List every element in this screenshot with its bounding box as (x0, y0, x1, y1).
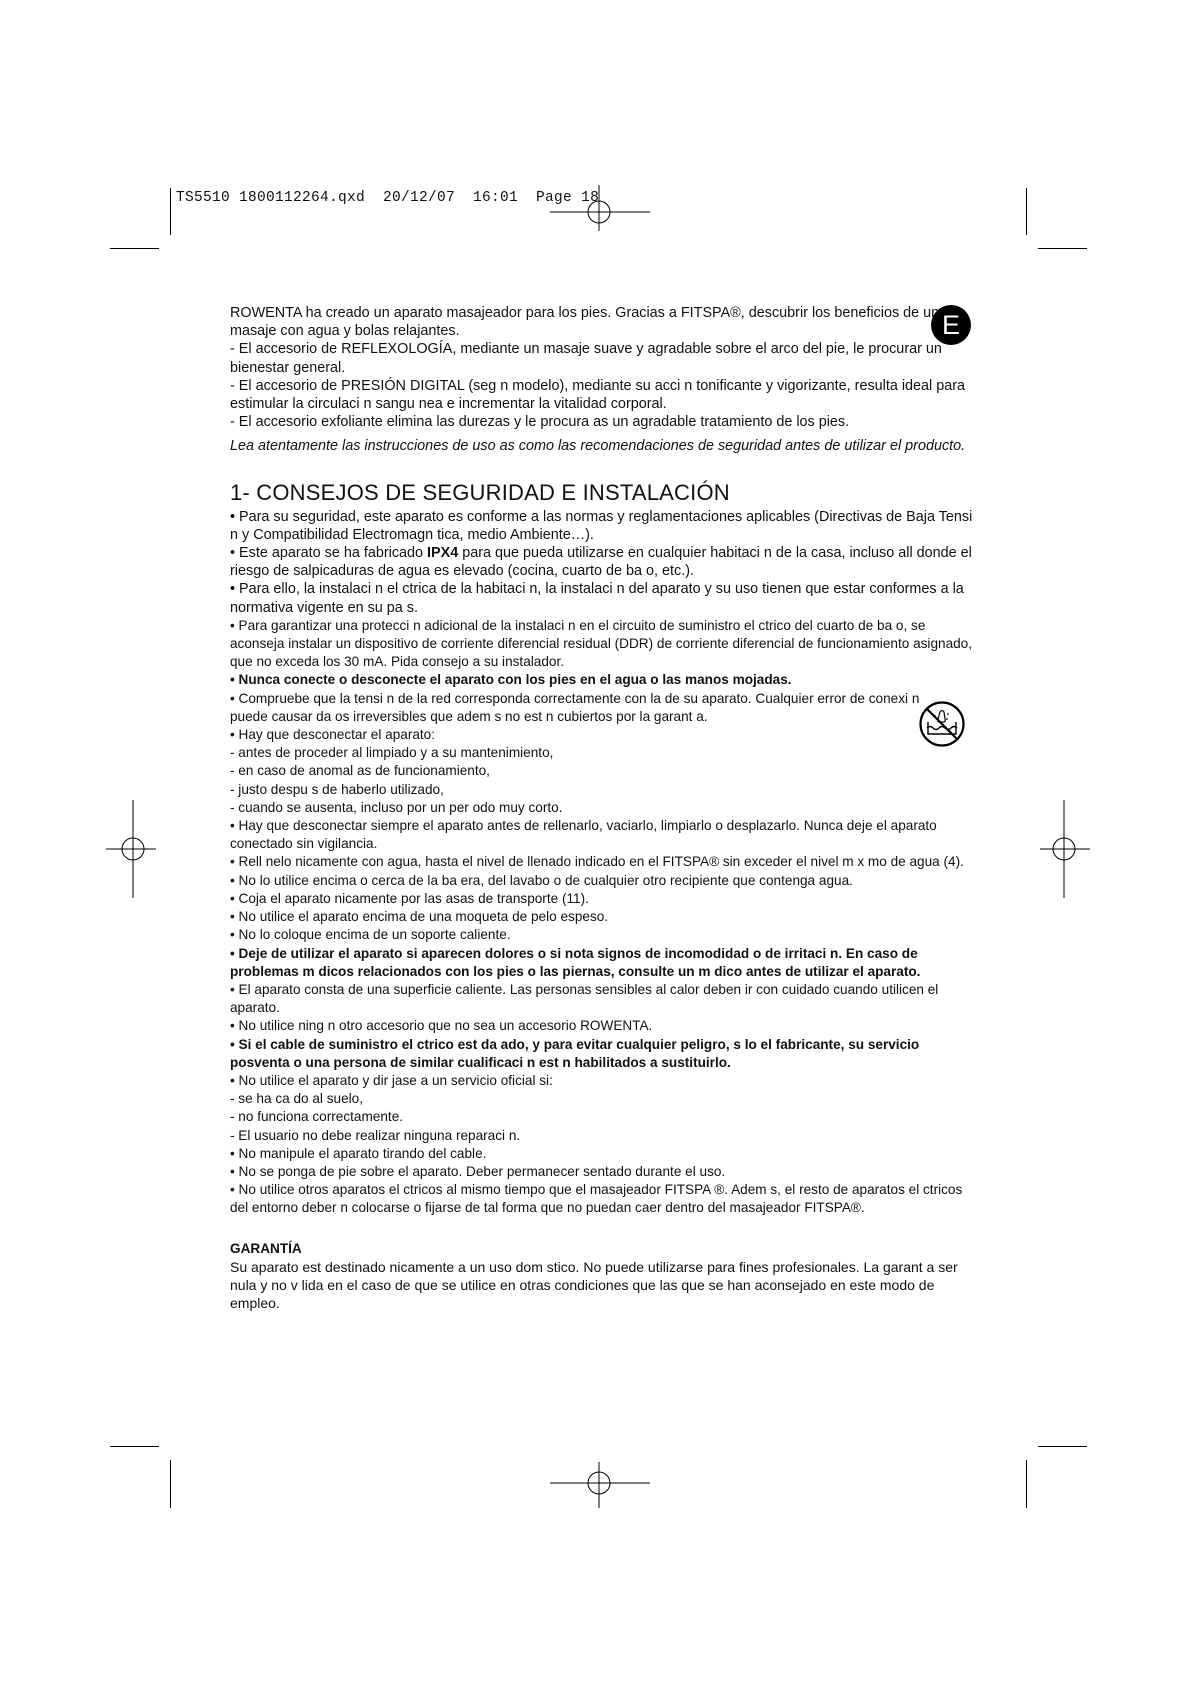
ipx4-pre: • Este aparato se ha fabricado (230, 545, 428, 562)
safety-item: • Coja el aparato nicamente por las asas de transporte (11). (230, 890, 589, 906)
safety-item: • No utilice el aparato encima de una moqueta de pelo espeso. (230, 909, 609, 925)
safety-item: - no funciona correctamente. (230, 1109, 404, 1125)
ipx4-post: para que pueda utilizarse en cualquier habitaci n de la casa, incluso all donde el riesgo de salpicaduras de agua es elevado (cocina, cuarto de ba o, etc.). (230, 545, 972, 580)
garantia-text: Su aparato est destinado nicamente a un uso dom stico. No puede utilizarse para fines profesionales. La garant a ser nula y no v lida en el caso de que se utilice en otras condiciones que las que se han aconsejado en este modo de empleo. (230, 1258, 958, 1312)
language-e-badge: E (931, 305, 971, 345)
crop-mark-bottom-left-horizontal (110, 1446, 159, 1447)
intro-paragraph: - El accesorio de REFLEXOLOGÍA, mediante un masaje suave y agradable sobre el arco del pie, le procurar un bienestar general. (230, 341, 942, 376)
garantia-section (230, 1240, 978, 1313)
safety-item: • No lo utilice encima o cerca de la ba era, del lavabo o de cualquier otro recipiente que contenga agua. (230, 872, 853, 888)
safety-item: - en caso de anomal as de funcionamiento, (230, 763, 490, 779)
crop-mark-bottom-right-horizontal (1038, 1446, 1087, 1447)
registration-mark-right (1040, 800, 1090, 898)
safety-item: • Rell nelo nicamente con agua, hasta el nivel de llenado indicado en el FITSPA® sin exceder el nivel m x mo de agua (4). (230, 854, 964, 870)
crop-mark-top-right-horizontal (1038, 248, 1087, 249)
safety-item: • Compruebe que la tensi n de la red corresponda correctamente con la de su aparato. Cualquier error de conexi n puede causar da os irreversibles que adem s no est n cubiertos por la garant a. (230, 690, 920, 724)
safety-item: • No lo coloque encima de un soporte caliente. (230, 927, 511, 943)
safety-item: • No utilice el aparato y dir jase a un servicio oficial si: (230, 1072, 553, 1088)
safety-item: • Nunca conecte o desconecte el aparato con los pies en el agua o las manos mojadas. (230, 672, 792, 688)
safety-item: • Hay que desconectar siempre el aparato antes de rellenarlo, vaciarlo, limpiarlo o desplazarlo. Nunca deje el aparato conectado sin vigilancia. (230, 818, 937, 852)
safety-item: • Para ello, la instalaci n el ctrica de la habitaci n, la instalaci n del aparato y su uso tienen que estar conformes a la normativa vigente en su pa s. (230, 581, 964, 616)
crop-mark-top-left-horizontal (110, 248, 159, 249)
safety-item: - cuando se ausenta, incluso por un per odo muy corto. (230, 799, 563, 815)
safety-item-ipx4 (230, 544, 978, 580)
crop-mark-bottom-left-vertical (170, 1460, 171, 1508)
intro-paragraph: ROWENTA ha creado un aparato masajeador para los pies. Gracias a FITSPA®, descubrir los beneficios de un masaje con agua y bolas relajantes. (230, 305, 940, 340)
safety-item: • Deje de utilizar el aparato si aparecen dolores o si nota signos de incomodidad o de irritaci n. En caso de problemas m dicos relacionados con los pies o las piernas, consulte un m dico antes de utilizar el aparato. (230, 945, 921, 979)
printer-slug: TS5510 1800112264.qxd 20/12/07 16:01 Page 18 (176, 190, 600, 206)
safety-list (230, 508, 978, 1218)
safety-item: • No manipule el aparato tirando del cable. (230, 1145, 487, 1161)
safety-item: • Para garantizar una protecci n adicional de la instalaci n en el circuito de suministro el ctrico del cuarto de ba o, se aconseja instalar un dispositivo de corriente diferencial residual (DDR) de corriente diferencial de funcionamiento asignado, que no exceda los 30 mA. Pida consejo a su instalador. (230, 617, 973, 670)
safety-item: • No utilice otros aparatos el ctricos al mismo tiempo que el masajeador FITSPA ®. Adem s, el resto de aparatos el ctricos del entorno deber n colocarse o fijarse de tal forma que no puedan caer dentro del masajeador FITSPA®. (230, 1182, 963, 1216)
safety-items (230, 617, 978, 1218)
safety-item: - justo despu s de haberlo utilizado, (230, 781, 444, 797)
safety-item: - El usuario no debe realizar ninguna reparaci n. (230, 1127, 521, 1143)
intro-paragraph: - El accesorio exfoliante elimina las durezas y le procura as un agradable tratamiento de los pies. (230, 414, 850, 431)
crop-mark-top-left-vertical (170, 188, 171, 235)
safety-item: • No se ponga de pie sobre el aparato. Deber permanecer sentado durante el uso. (230, 1163, 726, 1179)
registration-mark-left (106, 800, 156, 898)
crop-mark-top-right-vertical (1026, 188, 1027, 235)
intro-paragraph: - El accesorio de PRESIÓN DIGITAL (seg n modelo), mediante su acci n tonificante y vigorizante, resulta ideal para estimular la circulaci n sangu nea e incrementar la vitalidad corporal. (230, 377, 966, 413)
ipx4-rating: IPX4 (427, 545, 459, 562)
safety-item: • Si el cable de suministro el ctrico est da ado, y para evitar cualquier peligro, s lo el fabricante, su servicio posventa o una persona de similar cualificaci n est n habilitados a sustituirlo. (230, 1036, 920, 1070)
registration-mark-bottom (550, 1462, 650, 1508)
intro-block (230, 304, 978, 456)
safety-item: • El aparato consta de una superficie caliente. Las personas sensibles al calor deben ir con cuidado cuando utilicen el aparato. (230, 981, 939, 1016)
crop-mark-bottom-right-vertical (1026, 1460, 1027, 1508)
section-title: 1- CONSEJOS DE SEGURIDAD E INSTALACIÓN (230, 479, 730, 505)
safety-item: • No utilice ning n otro accesorio que no sea un accesorio ROWENTA. (230, 1018, 653, 1034)
document-body (230, 304, 978, 1312)
registration-mark-top (550, 185, 650, 231)
safety-item: • Para su seguridad, este aparato es conforme a las normas y reglamentaciones aplicables (Directivas de Baja Tensi n y Compatibilidad Electromagn tica, medio Ambiente…). (230, 508, 973, 543)
intro-italic-note: Lea atentamente las instrucciones de uso as como las recomendaciones de seguridad antes de utilizar el producto. (230, 438, 966, 455)
safety-item: - antes de proceder al limpiado y a su mantenimiento, (230, 745, 554, 761)
safety-item: • Hay que desconectar el aparato: (230, 727, 436, 743)
garantia-title: GARANTÍA (230, 1240, 302, 1256)
safety-item: - se ha ca do al suelo, (230, 1091, 363, 1107)
